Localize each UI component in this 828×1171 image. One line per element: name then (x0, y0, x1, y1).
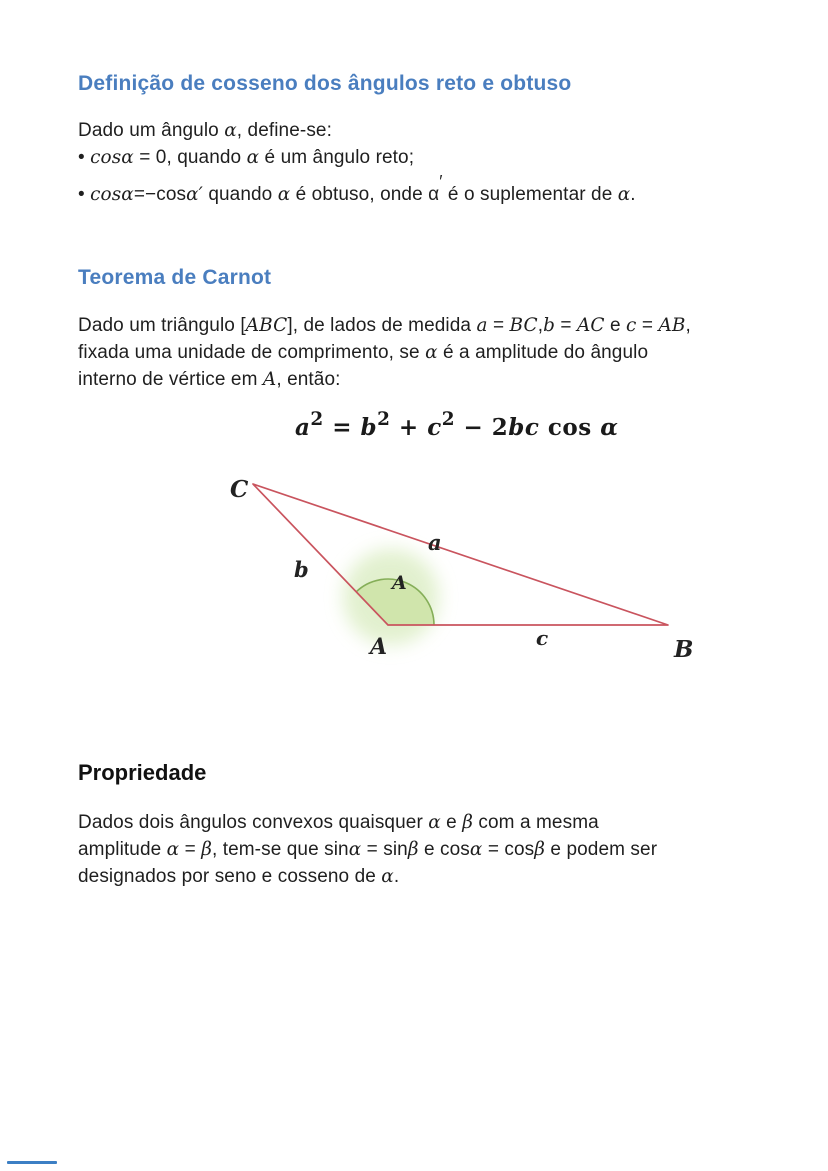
text-line: interno de vértice em A, então: (78, 369, 341, 390)
paragraph-propriedade (78, 809, 657, 890)
bullet-cos-reto: • cosα = 0, quando α é um ângulo reto; (78, 147, 415, 168)
heading-teorema-carnot: Teorema de Carnot (78, 266, 272, 289)
heading-propriedade: Propriedade (78, 760, 207, 785)
triangle-outline (253, 484, 668, 625)
label-vertex-a: A (370, 634, 388, 660)
formula-lei-cossenos: $a^2 = b^2 + c^2 - 2bc$ cos α (295, 408, 619, 441)
text-line: Dados dois ângulos convexos quaisquer α e β com a mesma (78, 812, 599, 833)
text-line: designados por seno e cosseno de α. (78, 866, 400, 887)
label-side-a: a (428, 530, 442, 555)
label-vertex-b: B (674, 636, 694, 663)
text-line: fixada uma unidade de comprimento, se α é a amplitude do ângulo (78, 342, 649, 363)
heading-definicao-cosseno: Definição de cosseno dos ângulos reto e obtuso (78, 72, 572, 95)
label-side-c: c (536, 626, 549, 650)
triangle-figure (180, 458, 740, 683)
text-line: Dado um triângulo [ABC], de lados de medida a = BC,b = AC e c = AB, (78, 315, 691, 336)
footer-marker (7, 1161, 57, 1164)
text-line: amplitude α = β, tem-se que sinα = sinβ e cosα = cosβ e podem ser (78, 839, 658, 860)
label-vertex-c: C (230, 476, 249, 503)
paragraph-teorema (78, 312, 691, 393)
label-side-b: b (294, 557, 309, 582)
bullet-cos-obtuso: • cosα=−cosα′ quando α é obtuso, onde α′ é o suplementar de α. (78, 172, 636, 205)
paragraph-definicao-intro: Dado um ângulo α, define-se: (78, 120, 332, 141)
label-angle-a: A (392, 572, 407, 594)
